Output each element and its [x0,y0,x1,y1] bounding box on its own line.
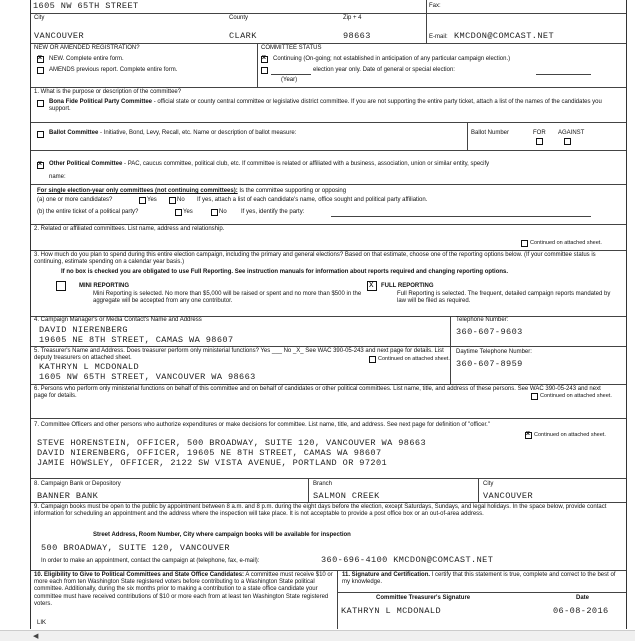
against-checkbox[interactable] [564,138,571,145]
scroll-left-icon[interactable]: ◀ [33,633,39,640]
section-3 [31,250,626,317]
against-label: AGAINST [558,130,585,136]
committee-address: 1605 NW 65TH STREET [33,1,139,11]
section-2 [31,224,626,251]
section-6 [31,384,626,419]
s9-contact-value: 360-696-4100 KMCDON@COMCAST.NET [321,555,494,565]
section-8 [31,478,626,503]
s4-label: 4. Campaign Manager's or Media Contact's Name and Address [34,317,202,323]
date-label: Date [576,595,590,601]
s5-continued-label: Continued on attached sheet. [378,356,450,362]
s10-text: 10. Eligibility to Give to Political Committees and State Office Candidates: A committee must receive $10 or more each from ten Washington State registered voters before contributing to a Washington State political committee. Additionally, during the six months prior to making a contribution to a state office candidate your committee must have received contributions of $10 or more each from at least ten Washington State registered voters. [34,572,333,607]
status-heading: COMMITTEE STATUS [261,45,322,51]
officer-line-1: STEVE HORENSTEIN, OFFICER, 500 BROADWAY, SUITE 120, VANCOUVER WA 98663 [37,438,426,448]
mini-title: MINI REPORTING [79,283,130,289]
bank-city-value: VANCOUVER [483,491,534,501]
b-if-text: If yes, identify the party: [241,209,305,215]
other-committee-checkbox[interactable] [37,162,44,169]
s2-continued-label: Continued on attached sheet. [530,240,602,246]
for-label: FOR [533,130,546,136]
horizontal-scrollbar[interactable] [0,630,635,641]
s7-continued-checkbox[interactable] [525,432,532,439]
registration-heading: NEW OR AMENDED REGISTRATION? [34,45,140,51]
signature-date: 06-08-2016 [553,606,609,616]
name-label: name: [49,174,66,180]
election-year-label: election year only. Date of general or special election: [313,67,455,73]
s3-warning: If no box is checked you are obligated to use Full Reporting. See instruction manuals for information about reports required and changing reporting options. [61,269,509,275]
continuing-checkbox[interactable] [261,56,268,63]
b-yes-label: Yes [183,209,193,215]
mini-reporting-checkbox[interactable] [56,281,66,291]
a-no-checkbox[interactable] [169,197,176,204]
city-value: VANCOUVER [34,31,85,41]
a-if-text: If yes, attach a list of each candidate's name, office sought and political party affiliation. [197,197,428,203]
bona-fide-checkbox[interactable] [37,100,44,107]
s1-question: 1. What is the purpose or description of the committee? [34,89,182,95]
bank-value: BANNER BANK [37,491,99,501]
new-checkbox[interactable] [37,56,44,63]
s6-continued-label: Continued on attached sheet. [540,393,612,399]
county-value: CLARK [229,31,257,41]
s9-text: 9. Campaign books must be open to the public by appointment between 8 a.m. and 8 p.m. during the eight days before the election, except Saturdays, Sundays, and legal holidays. In the space below, provide contact information for scheduling an appointment and the address where the inspection will take place. It is not acceptable to provide a post office box or an out-of-area address. [34,504,607,518]
s9-heading: Street Address, Room Number, City where campaign books will be available for inspection [93,532,351,538]
s2-continued-checkbox[interactable] [521,240,528,247]
manager-name: DAVID NIERENBERG [39,325,128,335]
section-10-11 [31,570,626,629]
officer-line-3: JAMIE HOWSLEY, OFFICER, 2122 SW VISTA AVENUE, PORTLAND OR 97201 [37,458,388,468]
s2-text: 2. Related or affiliated committees. List name, address and relationship. [34,226,225,232]
manager-phone: 360-607-9603 [456,327,523,337]
city-label: City [34,15,45,21]
section-7 [31,418,626,479]
continuing-label: Continuing (On-going; not established in anticipation of any particular campaign election.) [273,56,511,62]
bank-city-label: City [483,481,494,487]
year-label: (Year) [281,77,298,83]
full-text: Full Reporting is selected. The frequent, detailed campaign reports mandated by law will be filed as required. [397,291,611,305]
email-label: E-mail: [429,34,448,40]
s6-continued-checkbox[interactable] [531,393,538,400]
email-value: KMCDON@COMCAST.NET [454,31,555,41]
s4-phone-label: Telephone Number: [456,317,509,323]
s5-label: 5. Treasurer's Name and Address. Does treasurer perform only ministerial functions? Yes ___ No _X_ See WAC 390-05-243 and next page for details. List deputy treasurers on attached sheet. [34,348,444,362]
a-line: (a) one or more candidates? [37,197,113,203]
election-year-checkbox[interactable] [261,67,268,74]
sig-label: Committee Treasurer's Signature [376,595,471,601]
new-label: NEW. Complete entire form. [49,56,124,62]
registration-row [31,43,626,88]
s3-text: 3. How much do you plan to spend during this entire election campaign, including the primary and general elections? Based on that estimate, choose one of the reporting options below. (If your committee status is continuing, estimate spending on a calendar year basis.) [34,252,596,266]
officer-line-2: DAVID NIERENBERG, OFFICER, 19605 NE 8TH STREET, CAMAS WA 98607 [37,448,382,458]
b-no-label: No [219,209,227,215]
manager-address: 19605 NE 8TH STREET, CAMAS WA 98607 [39,335,234,345]
branch-label: Branch [313,481,333,487]
b-no-checkbox[interactable] [211,209,218,216]
full-reporting-checkbox[interactable] [367,281,377,291]
treasurer-address: 1605 NW 65TH STREET, VANCOUVER WA 98663 [39,372,256,382]
fax-label: Fax: [429,3,441,9]
registration-form-page [30,0,627,629]
other-committee-text: Other Political Committee - PAC, caucus committee, political club, etc. If committee is related or affiliated with a business, association, union or similar entity, specify [49,161,490,167]
for-checkbox[interactable] [536,138,543,145]
zip-value: 98663 [343,31,371,41]
section-1 [31,87,626,225]
s7-continued-label: Continued on attached sheet. [534,432,606,438]
amends-label: AMENDS previous report. Complete entire form. [49,67,178,73]
section-4 [31,316,626,347]
s9-contact-label: In order to make an appointment, contact the campaign at (telephone, fax, e-mail): [41,558,260,564]
treasurer-name: KATHRYN L MCDONALD [39,362,140,372]
ballot-text: Ballot Committee - Initiative, Bond, Levy, Recall, etc. Name or description of ballot measure: [49,130,297,136]
bank-label: 8. Campaign Bank or Depository [34,481,121,487]
section-9 [31,502,626,571]
branch-value: SALMON CREEK [313,491,380,501]
mini-text: Mini Reporting is selected. No more than $5,000 will be raised or spent and no more than $500 in the aggregate will be accepted from any one contributor. [93,291,362,305]
amends-checkbox[interactable] [37,67,44,74]
section-5 [31,346,626,385]
signature-name: KATHRYN L MCDONALD [341,606,442,616]
a-no-label: No [177,197,185,203]
s6-text: 6. Persons who perform only ministerial functions on behalf of this committee and on behalf of candidates or other political committees. List name, title, and address of these persons. See WAC 390-05-243 and next page for details. [34,386,601,400]
s10-last-line: LIK [37,620,47,626]
b-line: (b) the entire ticket of a political party? [37,209,139,215]
s11-text: 11. Signature and Certification. I certify that this statement is true, complete and correct to the best of my knowledge. [342,572,616,586]
s7-text: 7. Committee Officers and other persons who authorize expenditures or make decisions for committee. List name, title, and address. See next page for definition of "officer." [34,422,490,428]
s5-phone-label: Daytime Telephone Number: [456,349,532,355]
ballot-number-label: Ballot Number [471,130,510,136]
city-row [31,13,626,44]
b-yes-checkbox[interactable] [175,209,182,216]
inspection-address: 500 BROADWAY, SUITE 120, VANCOUVER [41,543,230,553]
single-election-text: For single election-year only committees (not continuing committees): Is the committee supporting or opposing [37,188,347,194]
s5-continued-checkbox[interactable] [369,356,376,363]
a-yes-label: Yes [147,197,157,203]
ballot-checkbox[interactable] [37,131,44,138]
bona-fide-text: Bona Fide Political Party Committee - official state or county central committee or legislative district committee. If you are not supporting the entire party ticket, attach a list of the names of the candidates you support. [49,99,602,113]
full-title: FULL REPORTING [381,283,434,289]
treasurer-phone: 360-607-8959 [456,359,523,369]
a-yes-checkbox[interactable] [139,197,146,204]
zip-label: Zip + 4 [343,15,362,21]
address-row [31,0,626,14]
county-label: County [229,15,249,21]
